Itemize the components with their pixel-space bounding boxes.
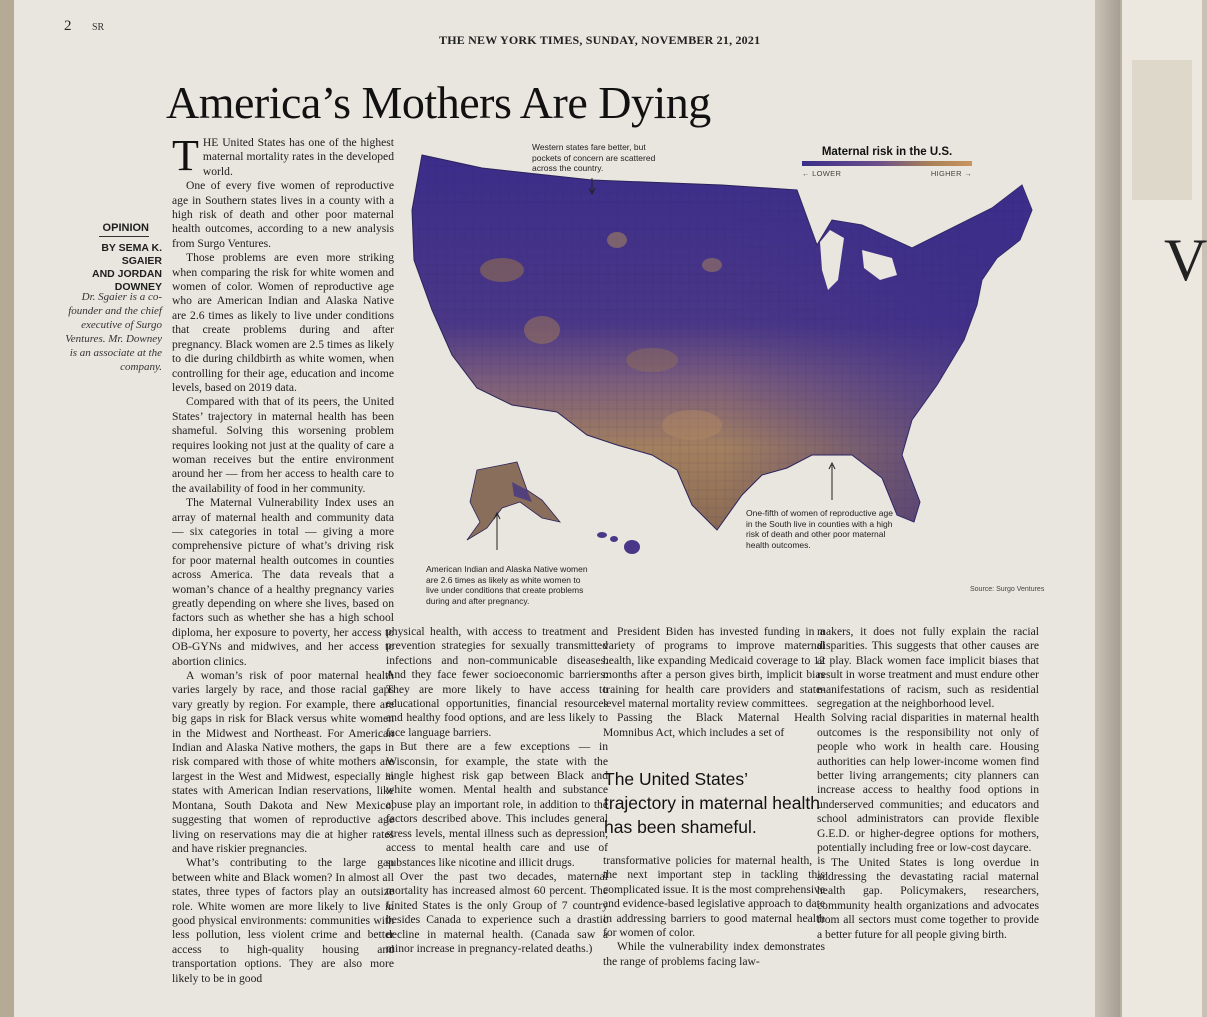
drop-cap: T bbox=[172, 131, 199, 180]
page-number: 2 bbox=[64, 18, 72, 34]
hawaii bbox=[597, 532, 640, 554]
legend-scale bbox=[802, 169, 972, 178]
paragraph: President Biden has invested funding in a variety of programs to improve maternal health, like expanding Medicaid coverage to 12 months after a person gives birth, implicit bias training for health care providers and state-level maternal mortality review committees. bbox=[603, 625, 825, 711]
opinion-kicker: OPINION bbox=[99, 222, 149, 237]
folio-line: THE NEW YORK TIMES, SUNDAY, NOVEMBER 21, 2021 bbox=[439, 33, 761, 47]
pull-quote: The United States’ trajectory in maternal health has been shameful. bbox=[604, 769, 820, 837]
adjacent-page-edge bbox=[0, 0, 14, 1017]
article-column-3-continued bbox=[603, 854, 825, 969]
adjacent-page-letter: V bbox=[1164, 227, 1207, 293]
paragraph: What’s contributing to the large gap between white and Black women? In almost all states, three types of factors play an outsize role. White women are more likely to live in good physical environments: communities with less pollution, less violent crime and better access to high-quality housing and transportation options. They are also more likely to be in good bbox=[172, 856, 394, 985]
map-note-south: One-fifth of women of reproductive age in the South live in counties with a high risk of death and other poor maternal health outcomes. bbox=[746, 508, 893, 550]
map-legend bbox=[802, 146, 972, 178]
article-column-2 bbox=[386, 625, 608, 956]
paragraph: THE United States has one of the highest maternal mortality rates in the developed world. bbox=[172, 131, 394, 180]
adjacent-right-page bbox=[1120, 0, 1207, 1017]
legend-color-bar bbox=[802, 161, 972, 166]
byline-line: BY SEMA K. bbox=[101, 242, 162, 254]
byline-line: AND JORDAN bbox=[91, 268, 162, 280]
paragraph: Over the past two decades, maternal mortality has increased almost 60 percent. The United States is the only Group of 7 country besides Canada to experience such a drastic decline in maternal health. (Canada saw a minor increase in pregnancy-related deaths.) bbox=[386, 869, 608, 955]
paragraph: physical health, with access to treatment and prevention strategies for sexually transmitted infections and non-communicable diseases. And they face fewer socioeconomic barriers: They are more likely to have access to educational opportunities, financial resources and healthy food options, and are less likely to face language barriers. bbox=[386, 625, 608, 739]
paragraph: Compared with that of its peers, the United States’ trajectory in maternal health has been shameful. Solving this worsening problem requires looking not just at the quality of care a woman receives but the entire environment around her — from her access to health care to the availability of food in her community. bbox=[172, 395, 394, 495]
article-column-4 bbox=[817, 625, 1039, 942]
map-note-west: Western states fare better, but pockets of concern are scattered across the country. bbox=[532, 142, 656, 173]
newspaper-page bbox=[14, 0, 1095, 1017]
paragraph: The United States is long overdue in addressing the devastating racial maternal health gap. Policymakers, researchers, community health organizations and advocates from all sectors must come together to provide a better future for all people giving birth. bbox=[817, 855, 1039, 941]
map-source: Source: Surgo Ventures bbox=[970, 586, 1045, 593]
paragraph: While the vulnerability index demonstrates the range of problems facing law- bbox=[603, 940, 825, 968]
legend-high-label: HIGHER → bbox=[930, 169, 972, 178]
paragraph: Passing the Black Maternal Health Momnibus Act, which includes a set of bbox=[603, 711, 825, 739]
article-column-3 bbox=[603, 625, 825, 740]
paragraph: One of every five women of reproductive age in Southern states lives in a county with a high risk of death and other poor maternal health outcomes, according to a new analysis from Surgo Ventures. bbox=[172, 179, 394, 250]
byline bbox=[62, 242, 162, 294]
paragraph: transformative policies for maternal health, is the next important step in tackling this complicated issue. It is the most comprehensive and evidence-based legislative approach to date in addressing barriers to good maternal health for women of color. bbox=[603, 854, 825, 940]
article-column-1 bbox=[172, 131, 394, 986]
author-bio: Dr. Sgaier is a co-founder and the chief executive of Surgo Ventures. Mr. Downey is an associate at the company. bbox=[65, 291, 162, 373]
paragraph: The Maternal Vulnerability Index uses an array of maternal health and community data — six categories in total — giving a more comprehensive picture of what’s driving risk for poor maternal health outcomes in counties across America. The data reveals that a woman’s chance of a healthy pregnancy varies greatly depending on where she lives, based on factors such as whether she has a high school diploma, her exposure to poverty, her access to OB-GYNs and midwives, and her access to abortion clinics. bbox=[172, 496, 394, 668]
alaska bbox=[467, 462, 560, 540]
map-note-alaska: American Indian and Alaska Native women are 2.6 times as likely as white women to live under conditions that create problems during and after pregnancy. bbox=[426, 564, 588, 606]
byline-line: DOWNEY bbox=[114, 281, 162, 293]
legend-low-label: ← LOWER bbox=[802, 169, 842, 178]
headline: America’s Mothers Are Dying bbox=[166, 77, 711, 128]
page-gutter-shadow bbox=[1095, 0, 1120, 1017]
section-label: SR bbox=[92, 22, 105, 33]
paragraph: Those problems are even more striking when comparing the risk for white women and women of color. Women of reproductive age who are American Indian and Alaska Native are 2.6 times as likely to live under conditions that create problems during and after pregnancy. Black women are 2.5 times as likely to die during childbirth as white women, when controlling for their age, education and income levels, based on 2019 data. bbox=[172, 251, 394, 394]
byline-line: SGAIER bbox=[121, 255, 162, 267]
us-maternal-risk-map bbox=[392, 130, 1082, 610]
paragraph: But there are a few exceptions — in Wisconsin, for example, the state with the single highest risk gap between Black and white women. Mental health and substance abuse play an important role, in addition to the factors described above. This includes general stress levels, mental illness such as depression, access to mental health care and use of substances like nicotine and illicit drugs. bbox=[386, 740, 608, 869]
paragraph: A woman’s risk of poor maternal health varies largely by race, and those racial gaps vary greatly by region. For example, there are big gaps in risk for Black versus white women in the Midwest and Northeast. For American Indian and Alaska Native mothers, the gaps in risk compared with those of white mothers are largest in the West and Midwest, especially in states with American Indian reservations, like Montana, South Dakota and New Mexico, suggesting that women of reproductive age living on reservations may die at higher rates and have riskier pregnancies. bbox=[172, 669, 394, 855]
paragraph: makers, it does not fully explain the racial disparities. This suggests that other causes are at play. Black women face implicit biases that result in worse treatment and must endure other manifestations of racism, such as residential segregation at the neighborhood level. bbox=[817, 625, 1039, 711]
legend-title: Maternal risk in the U.S. bbox=[821, 146, 953, 158]
paragraph: Solving racial disparities in maternal health outcomes is the responsibility not only of people who work in health care. Housing authorities can help lower-income women find better living arrangements; city planners can increase access to healthy food options in underserved communities; and educators and school administrators can provide flexible G.E.D. or higher-degree options for mothers, potentially including free or low-cost daycare. bbox=[817, 711, 1039, 855]
ghost-ad-block bbox=[1132, 60, 1192, 200]
